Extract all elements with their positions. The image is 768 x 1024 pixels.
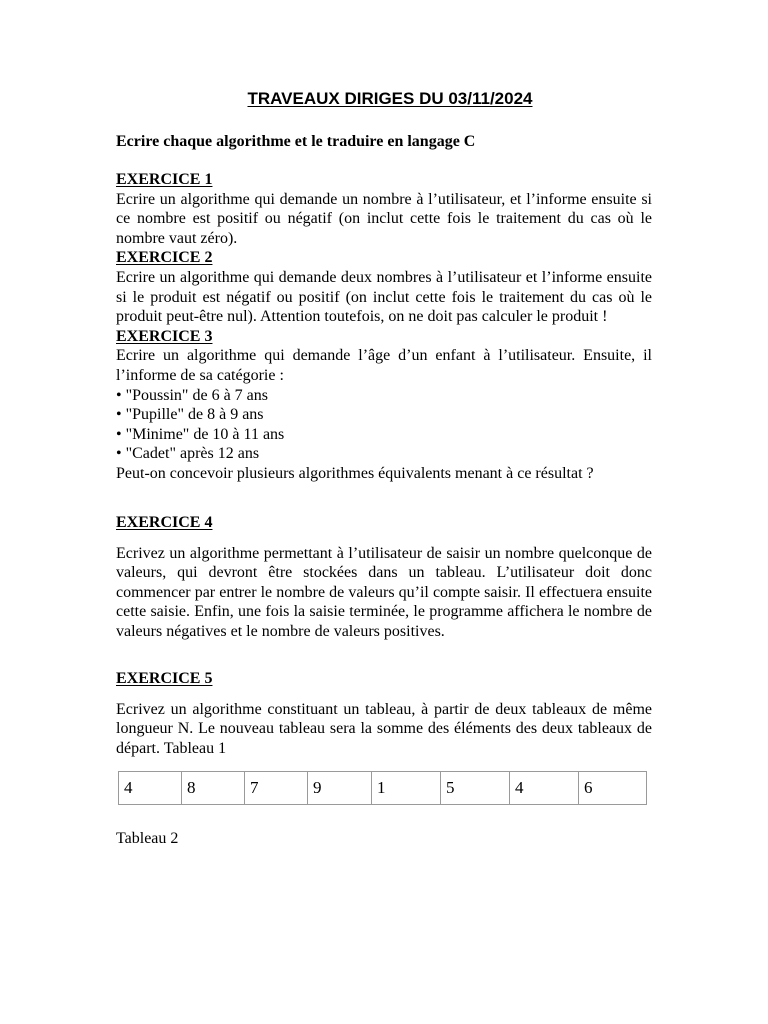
table-cell: 4: [510, 772, 579, 805]
exercise-1-text: Ecrire un algorithme qui demande un nombre à l’utilisateur, et l’informe ensuite si ce nombre est positif ou négatif (on inclut cette fois le traitement du cas où le nombre vaut zéro).: [116, 190, 652, 247]
table-cell: 6: [579, 772, 647, 805]
exercise-2-heading: EXERCICE 2: [116, 249, 213, 267]
exercise-4: [116, 513, 652, 642]
table-cell: 1: [372, 772, 441, 805]
table-cell: 9: [308, 772, 372, 805]
exercise-3-heading: EXERCICE 3: [116, 327, 213, 345]
page-title: TRAVEAUX DIRIGES DU 03/11/2024: [247, 89, 533, 108]
exercise-4-text: Ecrivez un algorithme permettant à l’utilisateur de saisir un nombre quelconque de valeurs, qui devront être stockées dans un tableau. L’utilisateur doit donc commencer par entrer le nombre de valeurs qu’il compte saisir. Il effectuera ensuite cette saisie. Enfin, une fois la saisie terminée, le programme affichera le nombre de valeurs négatives et le nombre de valeurs positives.: [116, 544, 652, 640]
exercise-3-question: Peut-on concevoir plusieurs algorithmes équivalents menant à ce résultat ?: [116, 464, 594, 482]
tableau-2-label: Tableau 2: [116, 830, 179, 847]
exercises-1-3: [116, 170, 652, 484]
exercise-2: [116, 248, 652, 326]
tableau-1: [118, 771, 647, 805]
list-item: • "Minime" de 10 à 11 ans: [116, 425, 285, 443]
list-item: • "Cadet" après 12 ans: [116, 445, 260, 463]
table-cell: 5: [441, 772, 510, 805]
exercise-1-heading: EXERCICE 1: [116, 171, 213, 188]
table-cell: 4: [119, 772, 182, 805]
exercise-1: [116, 170, 652, 248]
age-category-list: [116, 386, 652, 464]
exercise-5-heading: EXERCICE 5: [116, 670, 213, 687]
list-item: • "Pupille" de 8 à 9 ans: [116, 406, 264, 424]
exercise-3: [116, 327, 652, 484]
list-item: • "Poussin" de 6 à 7 ans: [116, 386, 268, 404]
exercise-5-text: Ecrivez un algorithme constituant un tableau, à partir de deux tableaux de même longueur N. Le nouveau tableau sera la somme des éléments des deux tableaux de départ. Tableau 1: [116, 700, 652, 757]
exercise-2-text: Ecrire un algorithme qui demande deux nombres à l’utilisateur et l’informe ensuite si le produit est négatif ou positif (on inclut cette fois le traitement du cas où le produit peut-être nul). Attention toutefois, on ne doit pas calculer le produit !: [116, 268, 652, 326]
exercise-5: [116, 669, 652, 758]
table-cell: 8: [182, 772, 245, 805]
exercise-4-heading: EXERCICE 4: [116, 514, 213, 531]
instructions-subtitle: Ecrire chaque algorithme et le traduire en langage C: [116, 133, 476, 150]
table-cell: 7: [245, 772, 308, 805]
table-row: [119, 772, 647, 805]
exercise-3-intro: Ecrire un algorithme qui demande l’âge d’un enfant à l’utilisateur. Ensuite, il l’informe de sa catégorie :: [116, 347, 652, 384]
